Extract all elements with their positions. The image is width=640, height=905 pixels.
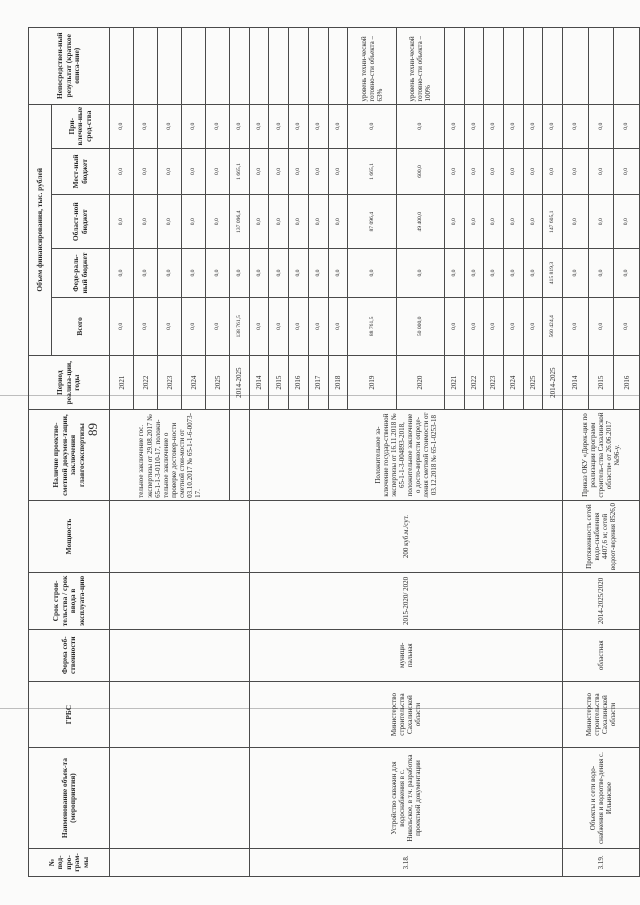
empty-cell — [110, 629, 250, 681]
empty-cell — [110, 681, 250, 747]
total-cell: 0,0 — [182, 297, 206, 355]
local-cell: 0,0 — [464, 148, 484, 194]
federal-cell: 0,0 — [444, 249, 464, 297]
object-number: 3.19. — [562, 848, 639, 876]
period-cell: 2024 — [182, 356, 206, 410]
regional-cell: 0,0 — [328, 195, 348, 249]
total-cell: 0,0 — [588, 297, 614, 355]
capacity-cell: 200 куб.м./сут. — [249, 500, 562, 572]
period-cell: 2014-2025 — [543, 356, 563, 410]
federal-cell: 0,0 — [562, 249, 588, 297]
period-cell: 2022 — [134, 356, 158, 410]
attracted-cell: 0,0 — [289, 104, 309, 148]
total-cell: 0,0 — [444, 297, 464, 355]
period-cell: 2025 — [206, 356, 230, 410]
attracted-cell: 0,0 — [206, 104, 230, 148]
regional-cell: 0,0 — [614, 195, 640, 249]
header-funding-group: Объем финансирования, тыс. рублей — [29, 104, 52, 355]
regional-cell: 0,0 — [158, 195, 182, 249]
capacity-cell: Протяженность сетей водо-снабжения 4407,6 м; сетей водоот-ведения 8526,0 — [562, 500, 639, 572]
federal-cell: 0,0 — [230, 249, 250, 297]
period-cell: 2018 — [328, 356, 348, 410]
federal-cell: 0,0 — [289, 249, 309, 297]
federal-cell: 0,0 — [588, 249, 614, 297]
result-cell — [134, 28, 158, 105]
regional-cell: 0,0 — [484, 195, 504, 249]
total-cell: 138 761,5 — [230, 297, 250, 355]
total-cell: 0,0 — [464, 297, 484, 355]
empty-cell — [230, 410, 250, 501]
funding-table — [28, 27, 640, 877]
regional-cell: 0,0 — [523, 195, 543, 249]
total-cell: 0,0 — [269, 297, 289, 355]
local-cell: 0,0 — [562, 148, 588, 194]
local-cell: 1 665,1 — [348, 148, 396, 194]
federal-cell: 0,0 — [269, 249, 289, 297]
attracted-cell: 0,0 — [269, 104, 289, 148]
attracted-cell: 0,0 — [444, 104, 464, 148]
regional-cell: 0,0 — [249, 195, 269, 249]
regional-cell: 0,0 — [464, 195, 484, 249]
result-cell — [230, 28, 250, 105]
total-cell: 0,0 — [503, 297, 523, 355]
period-cell: 2020 — [396, 356, 444, 410]
period-cell: 2021 — [110, 356, 134, 410]
local-cell: 0,0 — [158, 148, 182, 194]
period-cell: 2015 — [269, 356, 289, 410]
attracted-cell: 0,0 — [396, 104, 444, 148]
grbs-cell: Министерство строительства Сахалинской области — [249, 681, 562, 747]
attracted-cell: 0,0 — [543, 104, 563, 148]
local-cell: 0,0 — [289, 148, 309, 194]
federal-cell: 0,0 — [182, 249, 206, 297]
attracted-cell: 0,0 — [230, 104, 250, 148]
period-cell: 2017 — [308, 356, 328, 410]
result-cell — [182, 28, 206, 105]
header-federal: Феде-раль-ный бюджет — [52, 249, 110, 297]
regional-cell: 147 605,1 — [543, 195, 563, 249]
table-row — [249, 28, 269, 877]
attracted-cell: 0,0 — [308, 104, 328, 148]
attracted-cell: 0,0 — [588, 104, 614, 148]
table-row — [562, 28, 588, 877]
attracted-cell: 0,0 — [249, 104, 269, 148]
regional-cell: 0,0 — [110, 195, 134, 249]
attracted-cell: 0,0 — [503, 104, 523, 148]
local-cell: 0,0 — [308, 148, 328, 194]
result-cell — [308, 28, 328, 105]
regional-cell: 49 400,0 — [396, 195, 444, 249]
header-psd: Наличие проектно-сметной докумен-тации, заключения главгосэкспертизы — [29, 410, 110, 501]
federal-cell: 0,0 — [206, 249, 230, 297]
object-name: Устройство скважин для водоснабжения в с. Никольское, в т.ч. разработка проектной документации — [249, 748, 562, 849]
header-local: Мест-ный бюджет — [52, 148, 110, 194]
local-cell: 0,0 — [182, 148, 206, 194]
regional-cell: 0,0 — [444, 195, 464, 249]
period-cell: 2025 — [523, 356, 543, 410]
page-number: 89 — [85, 423, 100, 436]
term-cell: 2014-2025/2020 — [562, 573, 639, 629]
period-cell: 2021 — [444, 356, 464, 410]
local-cell: 0,0 — [206, 148, 230, 194]
result-cell — [444, 28, 464, 105]
local-cell: 600,0 — [396, 148, 444, 194]
header-attracted: При-влечен-ные сред-ства — [52, 104, 110, 148]
result-cell — [614, 28, 640, 105]
result-cell — [562, 28, 588, 105]
rotated-page — [28, 27, 640, 877]
result-cell — [269, 28, 289, 105]
total-cell: 560 424,4 — [543, 297, 563, 355]
period-cell: 2014 — [249, 356, 269, 410]
local-cell: 0,0 — [523, 148, 543, 194]
federal-cell: 415 819,3 — [543, 249, 563, 297]
result-cell — [289, 28, 309, 105]
empty-cell — [110, 573, 250, 629]
object-name: Объекты и сети водо-снабжения и водоотве-дения с. Ильинское — [562, 748, 639, 849]
federal-cell: 0,0 — [523, 249, 543, 297]
regional-cell: 0,0 — [562, 195, 588, 249]
attracted-cell: 0,0 — [134, 104, 158, 148]
regional-cell: 0,0 — [588, 195, 614, 249]
period-cell: 2024 — [503, 356, 523, 410]
total-cell: 0,0 — [249, 297, 269, 355]
local-cell: 0,0 — [444, 148, 464, 194]
local-cell: 0,0 — [503, 148, 523, 194]
psd-cell: Положительное за-ключение государ-ственной экспертизы от 16.11.2018 № 65-1-1-3-004893-2018, положительное заключение о досто-верности опреде-ления сметной стоимости от 03.12.2018 № 65-1-0253-18 — [249, 410, 562, 501]
attracted-cell: 0,0 — [182, 104, 206, 148]
regional-cell: 0,0 — [134, 195, 158, 249]
federal-cell: 0,0 — [396, 249, 444, 297]
result-cell — [110, 28, 134, 105]
result-cell — [464, 28, 484, 105]
result-cell — [523, 28, 543, 105]
period-cell: 2014 — [562, 356, 588, 410]
federal-cell: 0,0 — [134, 249, 158, 297]
total-cell: 0,0 — [328, 297, 348, 355]
local-cell: 0,0 — [110, 148, 134, 194]
result-cell — [543, 28, 563, 105]
result-cell — [206, 28, 230, 105]
header-grbs: ГРБС — [29, 681, 110, 747]
local-cell: 0,0 — [543, 148, 563, 194]
grbs-cell: Министерство строительства Сахалинской области — [562, 681, 639, 747]
total-cell: 0,0 — [484, 297, 504, 355]
header-capacity: Мощность — [29, 500, 110, 572]
regional-cell: 0,0 — [206, 195, 230, 249]
local-cell: 0,0 — [269, 148, 289, 194]
psd-cell: тельное заключение гос. экспертизы от 29.08.2017 № 65-1-1-3-0110-17, положи-тельное заключение о проверке достовер-ности сметной стои-мости от 03.10.2017 № 65-1-1-6-0073-17. — [110, 410, 230, 501]
local-cell: 0,0 — [249, 148, 269, 194]
local-cell: 0,0 — [484, 148, 504, 194]
regional-cell: 0,0 — [308, 195, 328, 249]
total-cell: 88 761,5 — [348, 297, 396, 355]
regional-cell: 137 096,4 — [230, 195, 250, 249]
regional-cell: 0,0 — [289, 195, 309, 249]
header-name: Наименование объек-та (мероприятия) — [29, 748, 110, 849]
period-cell: 2015 — [588, 356, 614, 410]
period-cell: 2023 — [484, 356, 504, 410]
federal-cell: 0,0 — [484, 249, 504, 297]
ownership-cell: муници-пальная — [249, 629, 562, 681]
period-cell: 2023 — [158, 356, 182, 410]
total-cell: 0,0 — [134, 297, 158, 355]
federal-cell: 0,0 — [328, 249, 348, 297]
federal-cell: 0,0 — [249, 249, 269, 297]
attracted-cell: 0,0 — [484, 104, 504, 148]
federal-cell: 0,0 — [348, 249, 396, 297]
object-number: 3.18. — [249, 848, 562, 876]
header-total: Всего — [52, 297, 110, 355]
result-cell: уровень техни-ческой готовно-сти объекта – 63% — [348, 28, 396, 105]
attracted-cell: 0,0 — [614, 104, 640, 148]
empty-cell — [110, 848, 250, 876]
local-cell: 0,0 — [614, 148, 640, 194]
federal-cell: 0,0 — [158, 249, 182, 297]
local-cell: 0,0 — [588, 148, 614, 194]
attracted-cell: 0,0 — [523, 104, 543, 148]
total-cell: 0,0 — [110, 297, 134, 355]
total-cell: 0,0 — [289, 297, 309, 355]
header-regional: Област-ной бюджет — [52, 195, 110, 249]
attracted-cell: 0,0 — [464, 104, 484, 148]
period-cell: 2014-2025 — [230, 356, 250, 410]
header-result: Непосредствен-ный результат (краткое описа-ние) — [29, 28, 110, 105]
period-cell: 2022 — [464, 356, 484, 410]
header-ownership: Форма соб-ственности — [29, 629, 110, 681]
header-period: Период реализа-ции, годы — [29, 356, 110, 410]
attracted-cell: 0,0 — [158, 104, 182, 148]
local-cell: 0,0 — [328, 148, 348, 194]
header-term: Срок строи-тельства / срок ввода в эксплуата-цию — [29, 573, 110, 629]
result-cell: уровень техни-ческой готовно-сти объекта – 100% — [396, 28, 444, 105]
total-cell: 0,0 — [614, 297, 640, 355]
total-cell: 0,0 — [523, 297, 543, 355]
federal-cell: 0,0 — [308, 249, 328, 297]
psd-cell: Приказ ОКУ «Дирек-ция по реализации программ строитель-ства Сахалинской области» от 26.06.2017 №96-у. — [562, 410, 639, 501]
total-cell: 0,0 — [158, 297, 182, 355]
attracted-cell: 0,0 — [328, 104, 348, 148]
total-cell: 0,0 — [308, 297, 328, 355]
period-cell: 2019 — [348, 356, 396, 410]
local-cell: 1 665,1 — [230, 148, 250, 194]
ownership-cell: областная — [562, 629, 639, 681]
regional-cell: 87 096,4 — [348, 195, 396, 249]
regional-cell: 0,0 — [269, 195, 289, 249]
result-cell — [158, 28, 182, 105]
federal-cell: 0,0 — [503, 249, 523, 297]
table-row — [110, 28, 134, 877]
result-cell — [503, 28, 523, 105]
total-cell: 0,0 — [206, 297, 230, 355]
period-cell: 2016 — [614, 356, 640, 410]
period-cell: 2016 — [289, 356, 309, 410]
local-cell: 0,0 — [134, 148, 158, 194]
regional-cell: 0,0 — [503, 195, 523, 249]
total-cell: 50 000,0 — [396, 297, 444, 355]
regional-cell: 0,0 — [182, 195, 206, 249]
attracted-cell: 0,0 — [562, 104, 588, 148]
result-cell — [328, 28, 348, 105]
result-cell — [249, 28, 269, 105]
federal-cell: 0,0 — [110, 249, 134, 297]
header-num: № под-про-грам-мы — [29, 848, 110, 876]
total-cell: 0,0 — [562, 297, 588, 355]
term-cell: 2015-2020/ 2020 — [249, 573, 562, 629]
empty-cell — [110, 500, 250, 572]
attracted-cell: 0,0 — [348, 104, 396, 148]
federal-cell: 0,0 — [464, 249, 484, 297]
result-cell — [484, 28, 504, 105]
federal-cell: 0,0 — [614, 249, 640, 297]
empty-cell — [110, 748, 250, 849]
attracted-cell: 0,0 — [110, 104, 134, 148]
result-cell — [588, 28, 614, 105]
